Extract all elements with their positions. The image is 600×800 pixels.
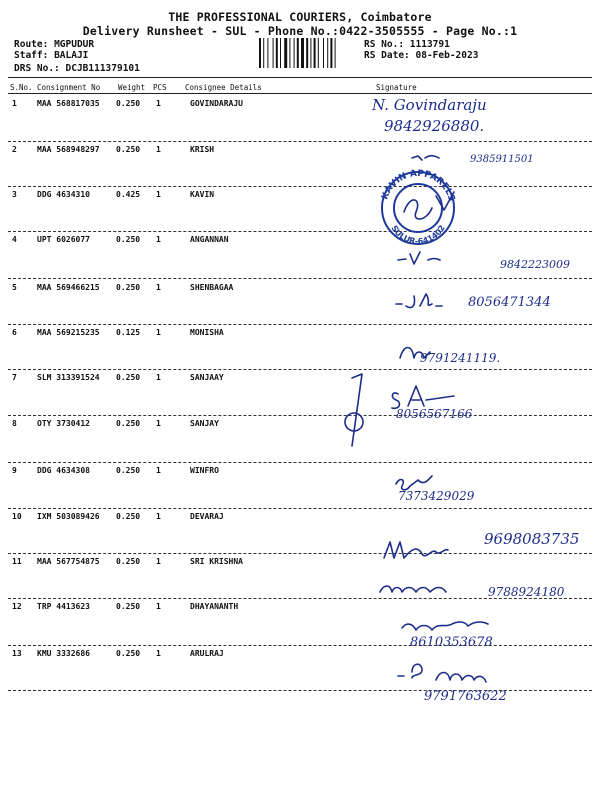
row-12-sno: 12 bbox=[12, 602, 22, 611]
row-6-consignment: MAA 569215235 bbox=[37, 328, 100, 337]
signature-13-phone: 9791763622 bbox=[424, 689, 507, 704]
row-separator bbox=[8, 690, 592, 691]
col-header-pcs: PCS bbox=[153, 83, 167, 92]
signature-7-bracket bbox=[352, 374, 362, 446]
row-5-consignment: MAA 569466215 bbox=[37, 283, 100, 292]
row-9-pcs: 1 bbox=[156, 466, 161, 475]
signature-12-scribble bbox=[402, 622, 488, 630]
row-3-weight: 0.425 bbox=[116, 190, 141, 199]
row-10-consignee: DEVARAJ bbox=[190, 512, 224, 521]
barcode-image bbox=[258, 38, 358, 68]
row-4-consignment: UPT 6026077 bbox=[37, 235, 90, 244]
row-separator bbox=[8, 415, 592, 416]
row-2-weight: 0.250 bbox=[116, 145, 141, 154]
row-7-sno: 7 bbox=[12, 373, 17, 382]
staff-value: BALAJI bbox=[54, 50, 89, 61]
signature-11-scribble bbox=[380, 586, 446, 592]
signature-11-phone: 9788924180 bbox=[488, 585, 565, 599]
kavin-apparels-stamp bbox=[380, 169, 456, 246]
row-1-consignee: GOVINDARAJU bbox=[190, 99, 243, 108]
row-5-pcs: 1 bbox=[156, 283, 161, 292]
row-12-weight: 0.250 bbox=[116, 602, 141, 611]
signature-12-phone: 8610353678 bbox=[410, 635, 493, 650]
row-3-pcs: 1 bbox=[156, 190, 161, 199]
stamp-top-text: KAVIN APPARELS bbox=[380, 168, 457, 203]
signature-3-scribble bbox=[404, 192, 454, 219]
row-6-sno: 6 bbox=[12, 328, 17, 337]
drs-value: DCJB111379101 bbox=[65, 63, 140, 74]
row-separator bbox=[8, 369, 592, 370]
row-9-sno: 9 bbox=[12, 466, 17, 475]
signature-7-phone: 8056567166 bbox=[396, 407, 473, 421]
row-9-weight: 0.250 bbox=[116, 466, 141, 475]
row-3-sno: 3 bbox=[12, 190, 17, 199]
barcode-bar bbox=[273, 38, 274, 68]
row-2-consignment: MAA 568948297 bbox=[37, 145, 100, 154]
row-4-weight: 0.250 bbox=[116, 235, 141, 244]
barcode-bar bbox=[276, 38, 278, 68]
row-7-pcs: 1 bbox=[156, 373, 161, 382]
row-separator bbox=[8, 508, 592, 509]
row-13-consignment: KMU 3332686 bbox=[37, 649, 90, 658]
stamp-bottom-text: SULUR-641402 bbox=[389, 223, 447, 247]
runsheet-subtitle: Delivery Runsheet - SUL - Phone No.:0422-3505555 - Page No.:1 bbox=[82, 24, 518, 38]
rs-date-label: RS Date: bbox=[364, 50, 410, 61]
row-7-consignment: SLM 313391524 bbox=[37, 373, 100, 382]
row-2-pcs: 1 bbox=[156, 145, 161, 154]
signature-2-scribble bbox=[412, 156, 439, 160]
rs-date-line bbox=[364, 50, 478, 61]
route-line bbox=[14, 39, 94, 50]
signature-2-phone: 9385911501 bbox=[470, 154, 534, 165]
signature-5-scribble bbox=[396, 294, 442, 308]
header-bottom-rule bbox=[8, 93, 592, 94]
row-11-pcs: 1 bbox=[156, 557, 161, 566]
drs-line bbox=[14, 63, 140, 74]
row-13-sno: 13 bbox=[12, 649, 22, 658]
row-separator bbox=[8, 324, 592, 325]
signature-1-phone: 9842926880. bbox=[384, 117, 485, 135]
row-12-consignee: DHAYANANTH bbox=[190, 602, 239, 611]
row-7-consignee: SANJAAY bbox=[190, 373, 224, 382]
row-13-pcs: 1 bbox=[156, 649, 161, 658]
drs-label: DRS No.: bbox=[14, 63, 60, 74]
row-1-pcs: 1 bbox=[156, 99, 161, 108]
row-11-sno: 11 bbox=[12, 557, 22, 566]
rs-no-line bbox=[364, 39, 450, 50]
row-2-sno: 2 bbox=[12, 145, 17, 154]
row-12-consignment: TRP 4413623 bbox=[37, 602, 90, 611]
staff-label: Staff: bbox=[14, 50, 49, 61]
signature-5-phone: 8056471344 bbox=[468, 295, 551, 310]
row-separator bbox=[8, 598, 592, 599]
row-11-weight: 0.250 bbox=[116, 557, 141, 566]
signature-6-scribble bbox=[400, 348, 430, 359]
row-separator bbox=[8, 462, 592, 463]
barcode-bar bbox=[335, 38, 336, 68]
barcode-bar bbox=[267, 38, 268, 68]
row-1-sno: 1 bbox=[12, 99, 17, 108]
row-8-pcs: 1 bbox=[156, 419, 161, 428]
row-13-weight: 0.250 bbox=[116, 649, 141, 658]
barcode-bar bbox=[280, 38, 281, 68]
company-title: THE PROFESSIONAL COURIERS, Coimbatore bbox=[168, 10, 432, 24]
barcode-bar bbox=[327, 38, 328, 68]
row-12-pcs: 1 bbox=[156, 602, 161, 611]
row-1-weight: 0.250 bbox=[116, 99, 141, 108]
barcode-bar bbox=[263, 38, 264, 68]
row-8-sno: 8 bbox=[12, 419, 17, 428]
row-5-consignee: SHENBAGAA bbox=[190, 283, 234, 292]
col-header-weight: Weight bbox=[118, 83, 146, 92]
row-8-weight: 0.250 bbox=[116, 419, 141, 428]
row-13-consignee: ARULRAJ bbox=[190, 649, 224, 658]
row-5-sno: 5 bbox=[12, 283, 17, 292]
signature-4-scribble bbox=[398, 252, 440, 264]
staff-line bbox=[14, 50, 88, 61]
signature-13-scribble bbox=[398, 664, 486, 682]
barcode-bar bbox=[318, 38, 319, 68]
barcode-bar bbox=[314, 38, 316, 68]
route-label: Route: bbox=[14, 39, 49, 50]
header-top-rule bbox=[8, 77, 592, 78]
barcode-bar bbox=[297, 38, 299, 68]
col-header-consignment: Consignment No bbox=[37, 83, 101, 92]
signature-7-scribble bbox=[392, 386, 454, 408]
barcode-bar bbox=[323, 38, 324, 68]
row-4-sno: 4 bbox=[12, 235, 17, 244]
row-11-consignment: MAA 567754875 bbox=[37, 557, 100, 566]
signature-4-phone: 9842223009 bbox=[500, 258, 570, 271]
signature-1-name: N. Govindaraju bbox=[372, 96, 487, 114]
row-3-consignment: DDG 4634310 bbox=[37, 190, 90, 199]
row-7-weight: 0.250 bbox=[116, 373, 141, 382]
row-11-consignee: SRI KRISHNA bbox=[190, 557, 243, 566]
row-9-consignment: DDG 4634308 bbox=[37, 466, 90, 475]
signature-10-scribble bbox=[384, 542, 448, 558]
barcode-bar bbox=[294, 38, 295, 68]
col-header-consignee: Consignee Details bbox=[185, 83, 262, 92]
row-8-consignee: SANJAY bbox=[190, 419, 219, 428]
row-separator bbox=[8, 553, 592, 554]
signature-6-phone: 9791241119. bbox=[420, 351, 501, 365]
rs-no-value: 1113791 bbox=[409, 39, 450, 50]
row-10-weight: 0.250 bbox=[116, 512, 141, 521]
svg-text:SULUR-641402 bbox=[389, 224, 446, 247]
row-separator bbox=[8, 231, 592, 232]
barcode-bar bbox=[330, 38, 332, 68]
barcode-bar bbox=[289, 38, 290, 68]
col-header-sno: S.No. bbox=[10, 83, 33, 92]
route-value: MGPUDUR bbox=[54, 39, 95, 50]
row-separator bbox=[8, 645, 592, 646]
barcode-bar bbox=[259, 38, 261, 68]
row-separator bbox=[8, 278, 592, 279]
row-separator bbox=[8, 141, 592, 142]
row-1-consignment: MAA 568817035 bbox=[37, 99, 100, 108]
row-10-consignment: IXM 503089426 bbox=[37, 512, 100, 521]
row-separator bbox=[8, 186, 592, 187]
row-10-pcs: 1 bbox=[156, 512, 161, 521]
barcode-bar bbox=[310, 38, 311, 68]
row-9-consignee: WINFRO bbox=[190, 466, 219, 475]
row-6-pcs: 1 bbox=[156, 328, 161, 337]
row-10-sno: 10 bbox=[12, 512, 22, 521]
row-5-weight: 0.250 bbox=[116, 283, 141, 292]
rs-no-label: RS No.: bbox=[364, 39, 405, 50]
row-4-pcs: 1 bbox=[156, 235, 161, 244]
barcode-bar bbox=[306, 38, 308, 68]
row-6-consignee: MONISHA bbox=[190, 328, 224, 337]
rs-date-value: 08-Feb-2023 bbox=[415, 50, 479, 61]
signature-9-scribble bbox=[396, 476, 432, 490]
barcode-bar bbox=[301, 38, 304, 68]
signature-9-phone: 7373429029 bbox=[398, 489, 475, 503]
barcode-bar bbox=[284, 38, 287, 68]
row-6-weight: 0.125 bbox=[116, 328, 141, 337]
row-2-consignee: KRISH bbox=[190, 145, 215, 154]
col-header-signature: Signature bbox=[376, 83, 417, 92]
row-8-consignment: OTY 3730412 bbox=[37, 419, 90, 428]
signature-10-phone: 9698083735 bbox=[484, 530, 580, 548]
row-4-consignee: ANGANNAN bbox=[190, 235, 229, 244]
row-3-consignee: KAVIN bbox=[190, 190, 215, 199]
